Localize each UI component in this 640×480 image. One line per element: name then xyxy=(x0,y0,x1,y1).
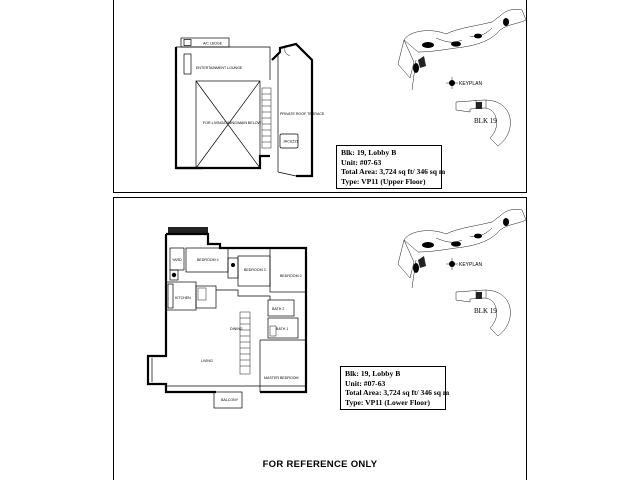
room-label-roof-terrace: PRIVATE ROOF TERRACE xyxy=(280,112,325,116)
info-area-upper: Total Area: 3,724 sq ft/ 346 sq m xyxy=(341,167,446,177)
keyplan-block-upper: BLK 19 xyxy=(474,117,497,125)
lower-outer-wall xyxy=(166,234,306,296)
info-block-lower: Blk: 19, Lobby B xyxy=(345,369,401,378)
info-type-upper: Type: VP11 (Upper Floor) xyxy=(341,176,426,186)
room-label-yard: YARD xyxy=(172,258,182,262)
room-label-bedroom-2: BEDROOM 2 xyxy=(280,274,302,278)
room-label-entertainment-lounge: ENTERTAINMENT LOUNGE xyxy=(196,66,243,70)
info-block-upper: Blk: 19, Lobby B xyxy=(341,148,397,157)
upper-floor-plan xyxy=(0,0,640,195)
compass-icon xyxy=(446,258,458,270)
room-label-jacuzzi: JACUZZI xyxy=(283,139,298,144)
compass-icon xyxy=(446,77,458,89)
room-label-bedroom-3: BEDROOM 3 xyxy=(244,268,266,272)
lounge-cabinet xyxy=(184,54,191,74)
reference-footer: FOR REFERENCE ONLY xyxy=(262,459,378,470)
info-type-lower: Type: VP11 (Lower Floor) xyxy=(345,397,430,407)
ac-ledge-box xyxy=(184,40,191,46)
bedroom-2 xyxy=(270,248,306,292)
info-unit-upper: Unit: #07-63 xyxy=(341,157,382,167)
upper-keyplan-site xyxy=(398,9,526,90)
room-label-dining: DINING xyxy=(230,327,243,331)
room-label-balcony: BALCONY xyxy=(221,398,239,402)
room-label-void: FOR LIVING/DINING/MAIN BELOW xyxy=(203,121,261,125)
keyplan-label-lower: KEYPLAN xyxy=(459,262,483,268)
room-label-kitchen: KITCHEN xyxy=(175,296,191,300)
lower-keyplan-site xyxy=(398,209,526,288)
room-label-bath-1: BATH 1 xyxy=(276,327,289,331)
keyplan-block-lower: BLK 19 xyxy=(474,307,497,315)
keyplan-label-upper: KEYPLAN xyxy=(459,81,483,87)
lower-stair xyxy=(240,312,250,374)
room-label-ac-ledge: A/C LEDGE xyxy=(203,41,223,46)
lower-floor-plan xyxy=(0,196,640,426)
info-area-lower: Total Area: 3,724 sq ft/ 346 sq m xyxy=(345,388,450,398)
stair xyxy=(262,88,271,148)
unit-info-box-upper xyxy=(336,145,446,189)
room-label-master-bedroom: MASTER BEDROOM xyxy=(264,376,299,380)
room-label-living: LIVING xyxy=(201,359,213,363)
info-unit-lower: Unit: #07-63 xyxy=(345,378,386,388)
unit-info-box-lower xyxy=(340,366,450,410)
room-label-bath-2: BATH 2 xyxy=(272,307,285,311)
room-label-bedroom-4: BEDROOM 4 xyxy=(197,258,219,262)
